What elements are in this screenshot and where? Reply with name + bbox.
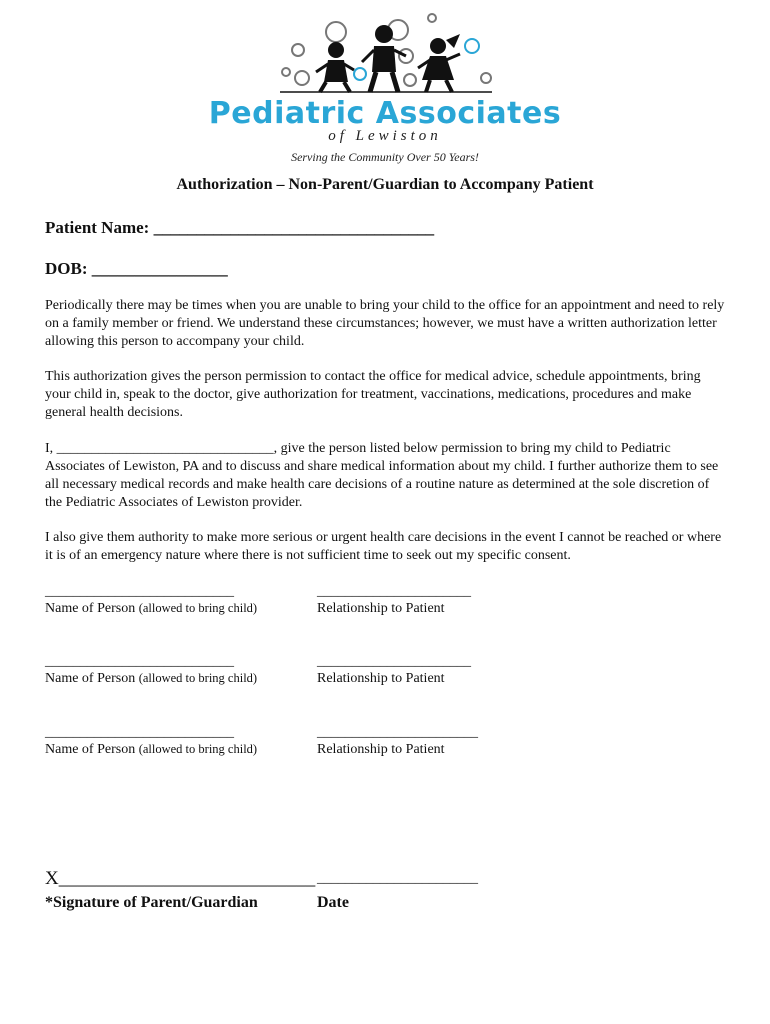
brand-name: Pediatric Associates — [208, 96, 562, 131]
person-name-caption — [45, 671, 257, 687]
person-name-caption — [45, 601, 257, 617]
relationship-caption: Relationship to Patient — [317, 742, 445, 757]
person-name-caption — [45, 742, 257, 758]
name-label: Name of Person — [45, 601, 136, 616]
paragraph-authorization: I, _______________________________, give the person listed below permission to bring my child to Pediatric Associates of Lewiston, PA and to discuss and share medical information about my child. I further authorize them to see all necessary medical records and make health care decisions of a routine nature as determined at the sole discretion of the Pediatric Associates of Lewiston provider. — [45, 441, 719, 510]
person-name-line[interactable]: ___________________________ — [45, 654, 234, 669]
paragraph-intro: Periodically there may be times when you are unable to bring your child to the office for an appointment and need to rely on a family member or friend. We understand these circumstances; however, we must have a written authorization letter allowing this person to accompany your child. — [45, 298, 725, 349]
name-note: (allowed to bring child) — [138, 671, 258, 685]
paragraph-permissions: This authorization gives the person permission to contact the office for medical advice, schedule appointments, bring your child in, speak to the doctor, give authorization for treatment, vaccinations, medications, procedures and make general health decisions. — [45, 369, 701, 420]
signature-line[interactable]: X___________________________ — [45, 868, 316, 889]
name-note: (allowed to bring child) — [138, 742, 258, 756]
form-title: Authorization – Non-Parent/Guardian to Accompany Patient — [176, 176, 594, 193]
patient-name-field[interactable]: Patient Name: _________________________________ — [45, 218, 435, 237]
relationship-caption: Relationship to Patient — [317, 671, 445, 686]
relationship-caption: Relationship to Patient — [317, 601, 445, 616]
name-label: Name of Person — [45, 671, 136, 686]
dob-field[interactable]: DOB: ________________ — [45, 259, 228, 278]
relationship-line[interactable]: _______________________ — [317, 725, 478, 740]
person-name-line[interactable]: ___________________________ — [45, 584, 234, 599]
relationship-line[interactable]: ______________________ — [317, 584, 471, 599]
brand-tagline: Serving the Community Over 50 Years! — [291, 150, 479, 164]
date-line[interactable]: _______________________ — [317, 871, 478, 886]
name-note: (allowed to bring child) — [138, 601, 258, 615]
signature-label: *Signature of Parent/Guardian — [45, 894, 258, 911]
relationship-line[interactable]: ______________________ — [317, 654, 471, 669]
paragraph-emergency: I also give them authority to make more serious or urgent health care decisions in the event I cannot be reached or where it is of an emergency nature where there is not sufficient time to seek out my specific consent. — [45, 530, 722, 563]
name-label: Name of Person — [45, 742, 136, 757]
date-label: Date — [317, 894, 349, 911]
person-name-line[interactable]: ___________________________ — [45, 725, 234, 740]
pediatric-associates-logo — [250, 6, 522, 172]
brand-subtitle: of Lewiston — [328, 128, 442, 144]
